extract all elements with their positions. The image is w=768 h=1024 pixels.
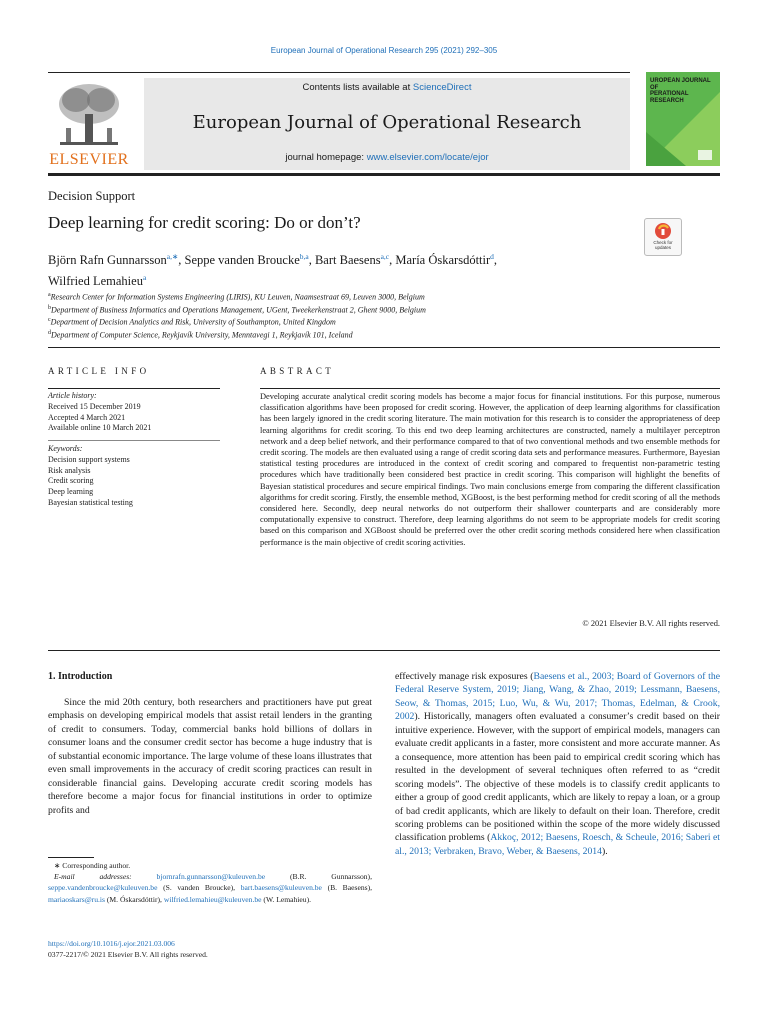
- corresponding-author-note: ∗ Corresponding author.: [54, 861, 131, 870]
- author-name: Björn Rafn Gunnarsson: [48, 253, 167, 268]
- abstract-rule: [260, 388, 720, 389]
- journal-title: European Journal of Operational Research: [192, 112, 582, 133]
- elsevier-wordmark: ELSEVIER: [49, 151, 129, 168]
- author-affiliation-marker[interactable]: b,a: [299, 252, 309, 261]
- check-updates-label-1: Check for: [653, 240, 673, 245]
- homepage-prefix: journal homepage:: [285, 152, 367, 163]
- email-label: E-mail addresses:: [54, 872, 132, 882]
- header-rule: [48, 72, 630, 73]
- cover-title-line-2: PERATIONAL RESEARCH: [650, 91, 689, 104]
- author[interactable]: [48, 274, 146, 288]
- history-item: Received 15 December 2019: [48, 401, 141, 411]
- affiliation-marker: c: [48, 317, 51, 324]
- intro-paragraph-1: Since the mid 20th century, both researchers and practitioners have put great emphasis on developing empirical models that assist retail lenders in the granting of credit to consumers. Today, commercial banks hold billions of dollars in consumer loans and the consumer credit sector has become a huge industry that is of substantial economic importance. The large volume of these loans illustrates that even small improvements in the accuracy of credit scoring practices can result in considerable financial gains. Developing accurate credit scoring models has therefore become a major focus for financial institutions in order to optimize profits and: [48, 697, 372, 816]
- history-label: Article history:: [48, 391, 97, 400]
- elsevier-logo: [48, 80, 130, 168]
- author[interactable]: [48, 253, 178, 267]
- section-rule: [48, 347, 720, 348]
- journal-homepage-link[interactable]: www.elsevier.com/locate/ejor: [366, 152, 489, 163]
- check-for-updates-button[interactable]: [644, 218, 682, 256]
- intro-paragraph-2: [395, 670, 720, 858]
- contents-line: [144, 82, 630, 93]
- elsevier-tree-icon: [54, 80, 124, 150]
- author-affiliation-marker[interactable]: a,∗: [166, 252, 179, 261]
- affiliation: [48, 290, 648, 303]
- affiliation: [48, 303, 648, 316]
- paragraph-text: ).: [601, 845, 608, 857]
- author[interactable]: [185, 253, 309, 267]
- footnote-rule: [48, 857, 94, 858]
- journal-cover-image[interactable]: [646, 72, 720, 166]
- check-updates-label-2: updates: [654, 245, 671, 250]
- author-separator: ,: [389, 253, 396, 268]
- keywords-rule: [48, 440, 220, 441]
- email-owner: (S. vanden Broucke),: [157, 883, 241, 893]
- affiliation-marker: d: [48, 329, 51, 336]
- affiliation: [48, 315, 648, 328]
- email-link[interactable]: mariaoskars@ru.is: [48, 894, 105, 904]
- keyword: Decision support systems: [48, 454, 130, 464]
- author-list: [48, 248, 648, 290]
- citation-link[interactable]: Akkoç, 2012; Baesens, Roesch, & Scheule, 2016; Saberi et al., 2013; Verbraken, Bravo, Weber, & Baesens, 2014: [395, 832, 720, 857]
- email-link[interactable]: seppe.vandenbroucke@kuleuven.be: [48, 883, 158, 893]
- abstract-text: Developing accurate analytical credit scoring models has become a major focus for financial institutions. For this purpose, numerous classification algorithms have been proposed for credit scoring. However, the application of deep learning algorithms for classification has been largely ignored in the credit scoring literature. The main motivation for this research is to consider the appropriateness of deep learning algorithms for credit scoring. To this end two deep learning architectures are constructed, namely a multilayer perceptron network and a deep belief network, and their performance compared to that of two conventional methods and two ensemble methods for credit scoring. The models are then evaluated using a range of credit scoring data sets and performance measures. Furthermore, Bayesian statistical testing procedures are introduced in the context of credit scoring and compared to frequentist non-parametric testing procedures which have traditionally been considered best practice in credit scoring. This comparison will highlight the benefits of Bayesian statistical procedures and secure empirical findings. Two main conclusions emerge from comparing the different classification algorithms for credit scoring. Firstly, the ensemble method, XGBoost, is the best performing method for credit scoring of all the methods considered here. Secondly, deep neural networks do not outperform their shallower counterparts and are considerably more computationally expensive to construct. Therefore, deep learning algorithms do not seem to be appropriate models for credit scoring based on this comparison and XGBoost should be preferred over the other credit scoring methods considered here when classification performance is the main objective of credit scoring activities.: [260, 392, 720, 547]
- author[interactable]: [395, 253, 494, 267]
- paragraph-text: ). Historically, managers often evaluated a consumer’s credit based on their intuitive experience. However, with the support of empirical models, managers can evaluate credit applicants in a faster, more consistent and more accurate manner. As a consequence, more attention has been paid to empirical credit scoring which has resulted in the development of several techniques often referred to as “credit scoring models”. The objective of these models is to classify credit applicants to either a group of good credit applicants, which are likely to repay a loan, or a group of bad credit applicants, which are likely to default on their loan. Therefore, credit scoring problems can be positioned within the scope of the more widely discussed classification problems (: [395, 711, 720, 844]
- email-addresses: [48, 871, 372, 905]
- history-item: Accepted 4 March 2021: [48, 412, 126, 422]
- email-link[interactable]: wilfried.lemahieu@kuleuven.be: [163, 894, 262, 904]
- affiliation-text: Department of Decision Analytics and Risk, University of Southampton, United Kingdom: [50, 317, 336, 327]
- paper-title: Deep learning for credit scoring: Do or don’t?: [48, 213, 361, 232]
- issn-copyright: 0377-2217/© 2021 Elsevier B.V. All rights reserved.: [48, 950, 208, 959]
- author[interactable]: [315, 253, 389, 267]
- author-name: María Óskarsdóttir: [395, 253, 491, 268]
- check-updates-label: [645, 240, 681, 250]
- keywords: [48, 444, 220, 509]
- affiliation-list: [48, 290, 648, 341]
- citation-link[interactable]: Baesens et al., 2003; Board of Governors of the Federal Reserve System, 2019; Jiang, Wang, & Zhao, 2019; Lessmann, Baesens, Seow, & Thomas, 2015; Luo, Wu, & Wu, 2017; Thomas, Edelman, & Crook, 2002: [395, 671, 720, 723]
- email-owner: (M. Óskarsdóttir),: [104, 894, 164, 904]
- introduction-heading: 1. Introduction: [48, 671, 113, 682]
- affiliation-text: Department of Computer Science, Reykjavík University, Menntavegi 1, Reykjavík 101, Iceland: [51, 330, 353, 340]
- affiliation-marker: a: [48, 292, 51, 298]
- author-separator: ,: [178, 253, 185, 268]
- journal-citation-link[interactable]: European Journal of Operational Research 295 (2021) 292–305: [270, 46, 498, 55]
- email-owner: (B.R. Gunnarsson),: [265, 872, 372, 882]
- author-affiliation-marker[interactable]: a: [142, 273, 147, 283]
- affiliation: [48, 328, 648, 341]
- author-affiliation-marker[interactable]: a,c: [380, 252, 390, 261]
- author-name: Bart Baesens: [314, 253, 381, 268]
- abstract-copyright: © 2021 Elsevier B.V. All rights reserved.: [582, 619, 720, 628]
- author-separator: ,: [493, 253, 498, 268]
- homepage-line: [144, 152, 630, 163]
- cover-title-line-1: UROPEAN JOURNAL OF: [650, 78, 711, 91]
- abstract-heading: ABSTRACT: [260, 366, 335, 376]
- affiliation-marker: b: [48, 304, 51, 311]
- check-updates-icon: [645, 220, 681, 242]
- article-history: [48, 391, 220, 434]
- author-affiliation-marker[interactable]: d: [490, 252, 494, 261]
- author-name: Wilfried Lemahieu: [48, 274, 143, 289]
- keyword: Deep learning: [48, 487, 94, 497]
- author-name: Seppe vanden Broucke: [184, 253, 300, 268]
- article-info-rule: [48, 388, 220, 389]
- paragraph-text: effectively manage risk exposures (: [395, 671, 534, 682]
- article-info-heading: ARTICLE INFO: [48, 366, 150, 376]
- author-separator: ,: [308, 253, 315, 268]
- keyword: Risk analysis: [48, 465, 91, 475]
- email-link[interactable]: bart.baesens@kuleuven.be: [240, 883, 322, 893]
- affiliation-text: Department of Business Informatics and Operations Management, UGent, Tweekerkenstraat 2, Ghent 9000, Belgium: [51, 305, 426, 315]
- affiliation-text: Research Center for Information Systems Engineering (LIRIS), KU Leuven, Naamsestraat 69, Leuven 3000, Belgium: [50, 292, 425, 302]
- email-owner: (W. Lemahieu).: [261, 894, 311, 904]
- email-link[interactable]: bjornrafn.gunnarsson@kuleuven.be: [156, 872, 266, 882]
- keyword: Credit scoring: [48, 476, 94, 486]
- doi-link[interactable]: https://doi.org/10.1016/j.ejor.2021.03.006: [48, 939, 175, 948]
- keyword: Bayesian statistical testing: [48, 497, 133, 507]
- header-rule-thick: [48, 173, 720, 176]
- footnotes: [48, 860, 372, 905]
- contents-prefix: Contents lists available at: [302, 82, 413, 93]
- history-item: Available online 10 March 2021: [48, 423, 152, 433]
- section-type: Decision Support: [48, 189, 136, 203]
- cover-title: [650, 78, 716, 104]
- abstract-bottom-rule: [48, 650, 720, 651]
- keywords-label: Keywords:: [48, 444, 83, 453]
- email-owner: (B. Baesens),: [321, 883, 372, 893]
- sciencedirect-link[interactable]: ScienceDirect: [412, 82, 472, 93]
